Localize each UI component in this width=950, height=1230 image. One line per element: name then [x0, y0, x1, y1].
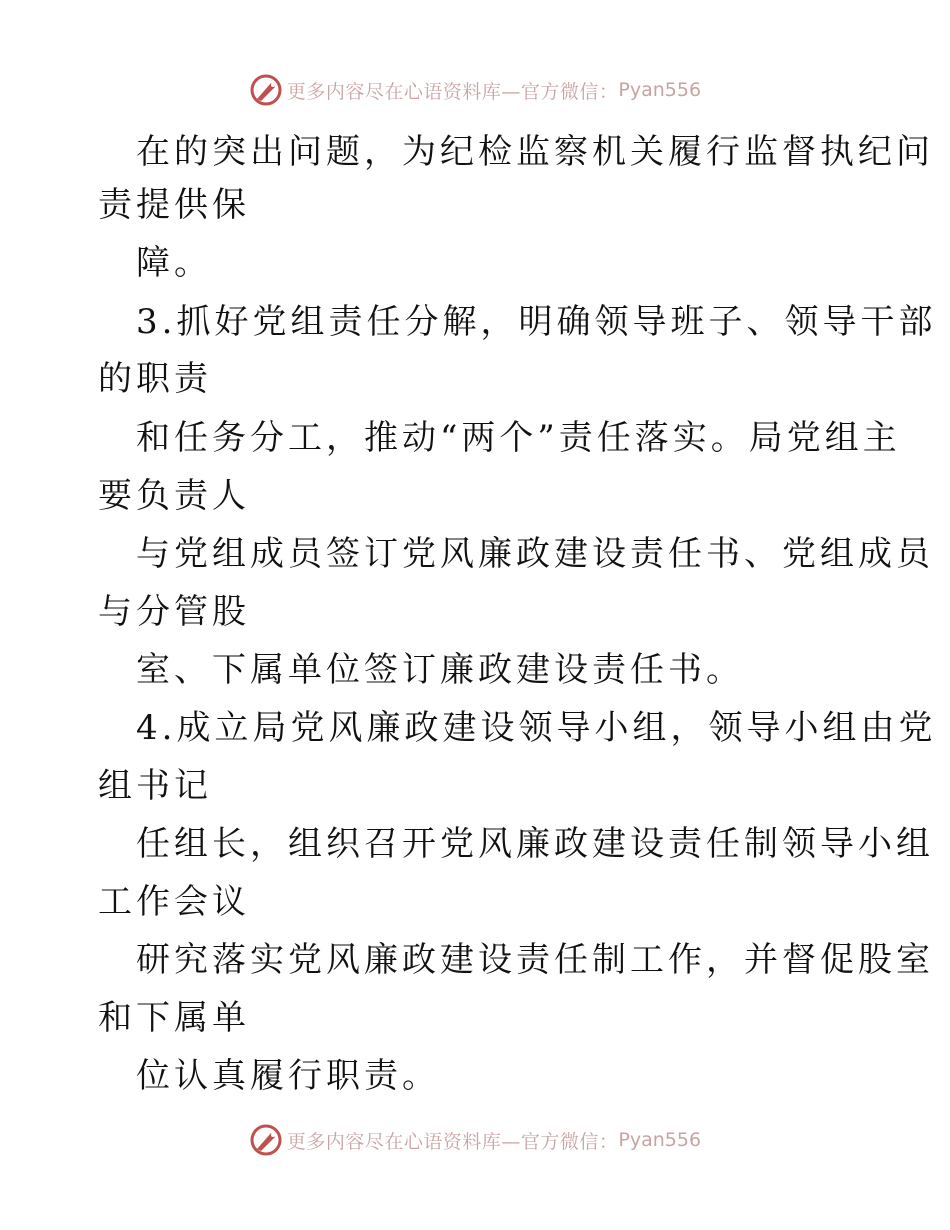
pen-logo-icon — [249, 1123, 283, 1157]
header-watermark — [0, 70, 950, 110]
watermark-text: 更多内容尽在心语资料库—官方微信： — [286, 1130, 619, 1153]
watermark-text: 更多内容尽在心语资料库—官方微信： — [286, 80, 619, 103]
text-line: 3.抓好党组责任分解，明确领导班子、领导干部 — [136, 302, 937, 342]
text-line: 与党组成员签订党风廉政建设责任书、党组成员 — [136, 534, 934, 574]
text-line: 研究落实党风廉政建设责任制工作，并督促股室 — [136, 940, 934, 980]
text-line: 和下属单 — [98, 998, 250, 1038]
text-line: 的职责 — [98, 359, 212, 399]
text-line: 工作会议 — [98, 882, 250, 922]
text-line: 与分管股 — [98, 592, 250, 632]
text-line: 要负责人 — [98, 476, 250, 516]
footer-watermark — [0, 1120, 950, 1160]
text-line: 组书记 — [98, 766, 212, 806]
text-line: 位认真履行职责。 — [136, 1056, 440, 1096]
text-line: 在的突出问题，为纪检监察机关履行监督执纪问 — [136, 132, 934, 172]
text-line: 障。 — [136, 243, 212, 283]
watermark-wechat-id: Pyan556 — [618, 79, 702, 101]
text-line: 任组长，组织召开党风廉政建设责任制领导小组 — [136, 824, 934, 864]
text-line: 责提供保 — [98, 185, 250, 225]
watermark-wechat-id: Pyan556 — [618, 1129, 702, 1151]
text-line: 室、下属单位签订廉政建设责任书。 — [136, 650, 744, 690]
pen-logo-icon — [249, 73, 283, 107]
text-line: 4.成立局党风廉政建设领导小组，领导小组由党 — [136, 708, 937, 748]
text-line: 和任务分工，推动“两个”责任落实。局党组主 — [136, 418, 901, 458]
